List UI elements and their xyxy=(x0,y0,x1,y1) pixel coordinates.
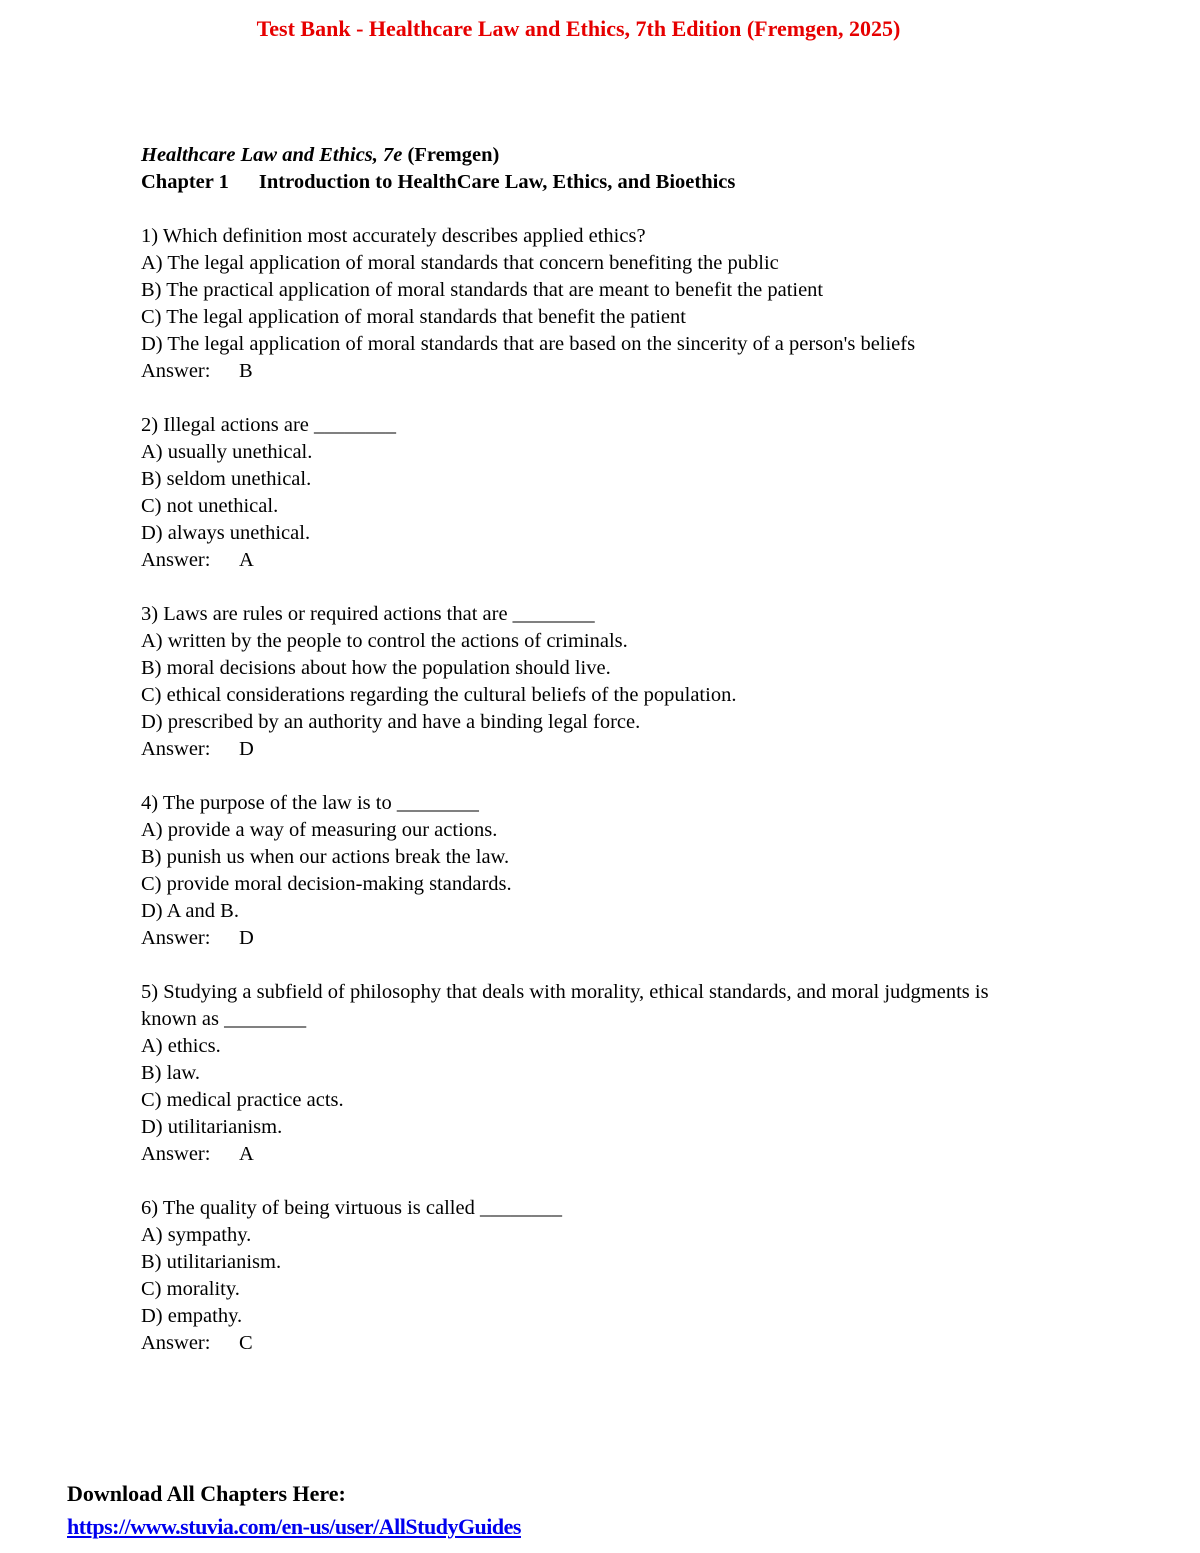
answer-line xyxy=(141,358,1141,385)
answer-value: A xyxy=(239,1143,254,1165)
answer-option: D) utilitarianism. xyxy=(141,1116,283,1138)
answer-option: C) morality. xyxy=(141,1278,240,1300)
document-body xyxy=(141,142,1141,1357)
book-author: (Fremgen) xyxy=(407,144,500,166)
answer-option: B) utilitarianism. xyxy=(141,1251,282,1273)
answer-option: B) The practical application of moral standards that are meant to benefit the patient xyxy=(141,279,824,301)
answer-label: Answer: xyxy=(141,1143,211,1165)
answer-option: D) always unethical. xyxy=(141,522,311,544)
question-6 xyxy=(141,1195,1141,1357)
answer-option: A) usually unethical. xyxy=(141,441,313,463)
header-banner: Test Bank - Healthcare Law and Ethics, 7th Edition (Fremgen, 2025) xyxy=(256,16,901,41)
download-link[interactable]: https://www.stuvia.com/en-us/user/AllStudyGuides xyxy=(67,1514,521,1539)
answer-option: B) law. xyxy=(141,1062,201,1084)
question-text: 4) The purpose of the law is to ________ xyxy=(141,792,479,814)
question-text: 2) Illegal actions are ________ xyxy=(141,414,397,436)
answer-option: C) medical practice acts. xyxy=(141,1089,344,1111)
answer-option: A) ethics. xyxy=(141,1035,221,1057)
answer-label: Answer: xyxy=(141,738,211,760)
question-3 xyxy=(141,601,1141,763)
answer-option: C) provide moral decision-making standards. xyxy=(141,873,512,895)
answer-option: A) sympathy. xyxy=(141,1224,252,1246)
download-label: Download All Chapters Here: xyxy=(67,1481,346,1506)
book-title: Healthcare Law and Ethics, 7e xyxy=(141,144,403,166)
answer-value: B xyxy=(239,360,253,382)
answer-option: D) empathy. xyxy=(141,1305,243,1327)
answer-value: A xyxy=(239,549,254,571)
chapter-heading xyxy=(141,169,1141,196)
answer-label: Answer: xyxy=(141,360,211,382)
answer-option: A) The legal application of moral standards that concern benefiting the public xyxy=(141,252,779,274)
answer-label: Answer: xyxy=(141,1332,211,1354)
answer-option: A) written by the people to control the actions of criminals. xyxy=(141,630,628,652)
answer-line xyxy=(141,925,1141,952)
answer-line xyxy=(141,1141,1141,1168)
answer-option: C) ethical considerations regarding the cultural beliefs of the population. xyxy=(141,684,737,706)
book-title-line xyxy=(141,142,1141,169)
answer-value: C xyxy=(239,1332,253,1354)
question-4 xyxy=(141,790,1141,952)
answer-option: C) The legal application of moral standards that benefit the patient xyxy=(141,306,686,328)
question-text: 6) The quality of being virtuous is called ________ xyxy=(141,1197,562,1219)
answer-line xyxy=(141,736,1141,763)
answer-label: Answer: xyxy=(141,927,211,949)
answer-line xyxy=(141,547,1141,574)
answer-option: C) not unethical. xyxy=(141,495,279,517)
chapter-title: Introduction to HealthCare Law, Ethics, and Bioethics xyxy=(258,171,736,193)
answer-option: D) A and B. xyxy=(141,900,239,922)
download-footer xyxy=(67,1477,521,1543)
question-text: 3) Laws are rules or required actions that are ________ xyxy=(141,603,595,625)
answer-option: D) prescribed by an authority and have a binding legal force. xyxy=(141,711,641,733)
answer-line xyxy=(141,1330,1141,1357)
question-1 xyxy=(141,223,1141,385)
question-2 xyxy=(141,412,1141,574)
question-5 xyxy=(141,979,1141,1168)
chapter-label: Chapter 1 xyxy=(141,171,229,193)
answer-option: B) moral decisions about how the population should live. xyxy=(141,657,611,679)
question-text: 1) Which definition most accurately describes applied ethics? xyxy=(141,225,646,247)
answer-option: B) punish us when our actions break the law. xyxy=(141,846,510,868)
question-text: 5) Studying a subfield of philosophy that deals with morality, ethical standards, and moral judgments is known as ________ xyxy=(141,981,989,1030)
answer-value: D xyxy=(239,738,254,760)
answer-option: A) provide a way of measuring our actions. xyxy=(141,819,498,841)
answer-option: D) The legal application of moral standards that are based on the sincerity of a person's beliefs xyxy=(141,333,916,355)
answer-value: D xyxy=(239,927,254,949)
answer-option: B) seldom unethical. xyxy=(141,468,312,490)
answer-label: Answer: xyxy=(141,549,211,571)
